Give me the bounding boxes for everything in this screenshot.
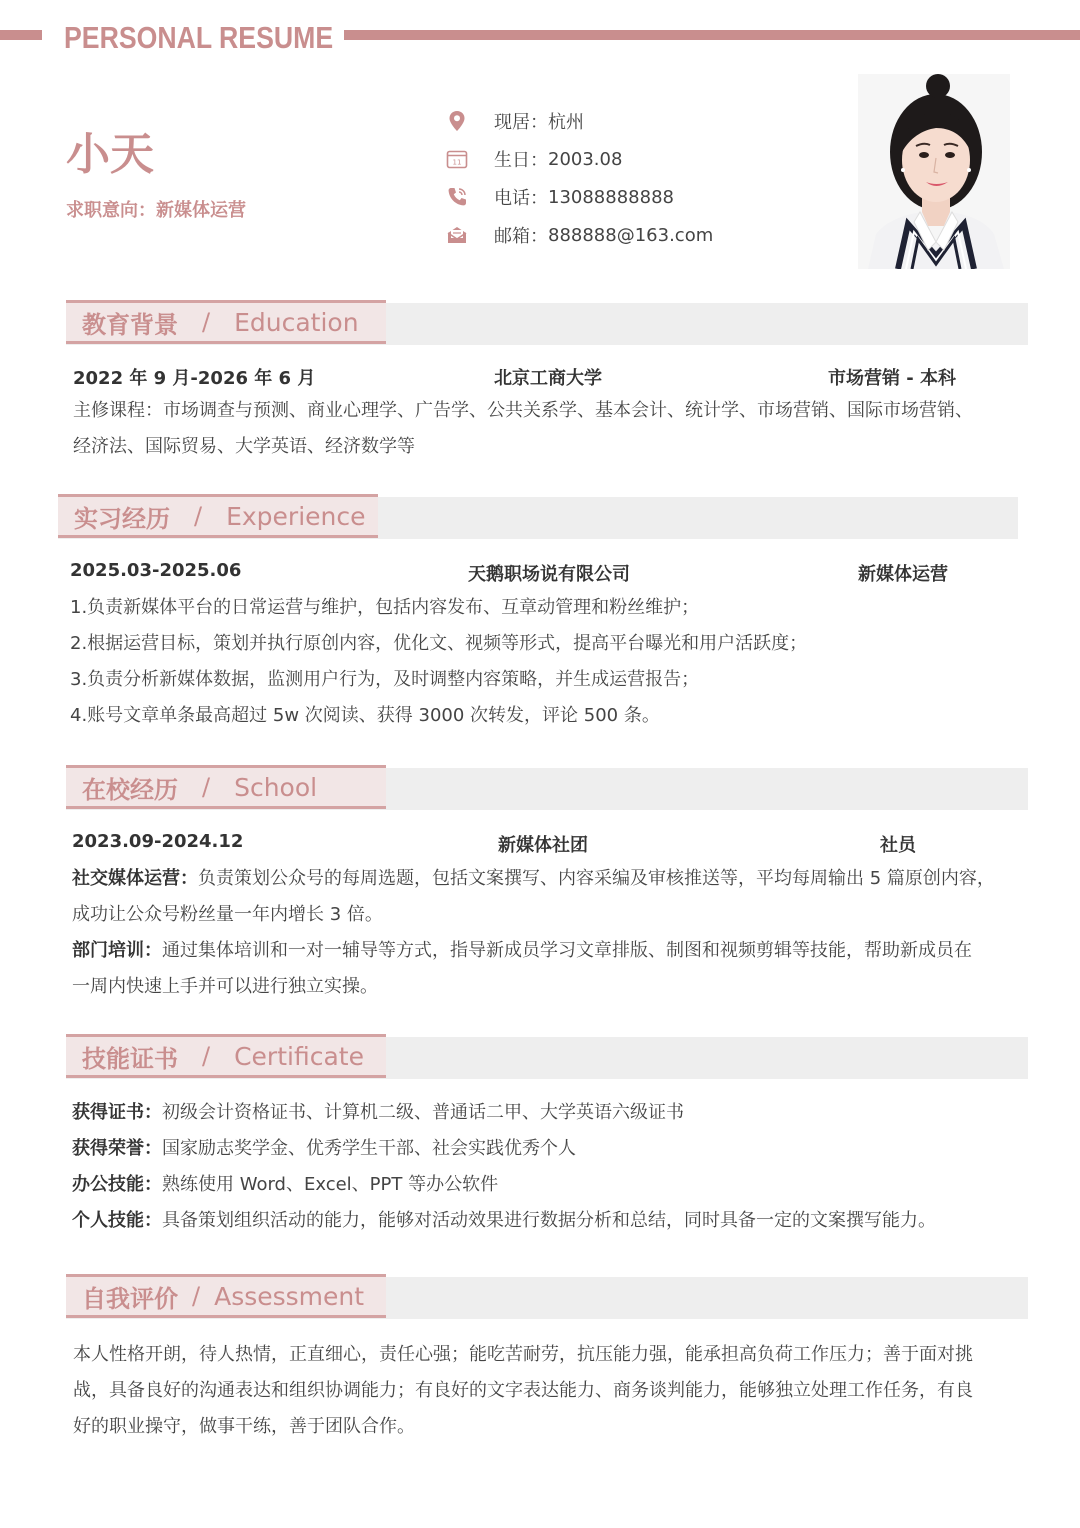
skills-item-label: 获得荣誉： xyxy=(72,1138,162,1159)
experience-title-en: Experience xyxy=(226,501,366,531)
experience-item: 1.负责新媒体平台的日常运营与维护，包括内容发布、互章动管理和粉丝维护； xyxy=(70,597,700,618)
banner-bar-right xyxy=(344,30,1080,40)
candidate-name: 小天 xyxy=(66,129,154,180)
school-para-2-label: 部门培训： xyxy=(72,940,162,961)
profile-photo xyxy=(858,74,1010,269)
school-title-slash: / xyxy=(202,773,211,801)
school-para-2-text: 通过集体培训和一对一辅导等方式，指导新成员学习文章排版、制图和视频剪辑等技能，帮助新成员在 xyxy=(162,940,972,961)
education-school: 北京工商大学 xyxy=(494,368,602,389)
school-para-1-line-2: 成功让公众号粉丝量一年内增长 3 倍。 xyxy=(72,904,383,925)
assessment-line-1: 本人性格开朗，待人热情，正直细心，责任心强；能吃苦耐劳，抗压能力强，能承担高负荷工作压力；善于面对挑 xyxy=(73,1344,973,1365)
info-birthday-value: 2003.08 xyxy=(548,148,623,170)
experience-title-zh: 实习经历 xyxy=(74,504,170,533)
info-birthday xyxy=(446,146,622,172)
location-pin-icon xyxy=(446,110,468,132)
school-para-1-text: 负责策划公众号的每周选题，包括文案撰写、内容采编及审核推送等，平均每周输出 5 篇原创内容， xyxy=(198,868,995,889)
skills-title-en: Certificate xyxy=(234,1041,364,1071)
skills-title-slash: / xyxy=(202,1042,211,1070)
education-period: 2022 年 9 月-2026 年 6 月 xyxy=(73,368,316,389)
school-org: 新媒体社团 xyxy=(498,835,588,856)
education-courses-line-1: 主修课程：市场调查与预测、商业心理学、广告学、公共关系学、基本会计、统计学、市场营销、国际市场营销、 xyxy=(73,400,973,421)
experience-title-slash: / xyxy=(194,502,203,530)
experience-item: 2.根据运营目标，策划并执行原创内容，优化文、视频等形式，提高平台曝光和用户活跃度； xyxy=(70,633,808,654)
education-header xyxy=(66,300,386,344)
svg-text:11: 11 xyxy=(452,158,462,167)
assessment-line-3: 好的职业操守，做事干练，善于团队合作。 xyxy=(73,1416,415,1437)
education-title-slash: / xyxy=(202,308,211,336)
info-email-value: 888888@163.com xyxy=(548,224,714,246)
phone-icon xyxy=(446,186,468,208)
assessment-line-2: 战，具备良好的沟通表达和组织协调能力；有良好的文字表达能力、商务谈判能力，能够独立处理工作任务，有良 xyxy=(73,1380,973,1401)
info-phone xyxy=(446,184,674,210)
info-email-label: 邮箱： xyxy=(494,226,548,247)
calendar-icon xyxy=(446,148,468,170)
skills-item-label: 办公技能： xyxy=(72,1174,162,1195)
skills-item xyxy=(72,1167,498,1203)
assessment-title-slash: / xyxy=(192,1282,201,1310)
school-para-2-line-1 xyxy=(72,933,972,969)
education-courses-line-2: 经济法、国际贸易、大学英语、经济数学等 xyxy=(73,436,415,457)
school-period: 2023.09-2024.12 xyxy=(72,831,244,852)
info-email xyxy=(446,222,713,248)
skills-item xyxy=(72,1131,576,1167)
school-header xyxy=(66,765,386,809)
experience-role: 新媒体运营 xyxy=(858,564,948,585)
skills-item-text: 初级会计资格证书、计算机二级、普通话二甲、大学英语六级证书 xyxy=(162,1102,684,1123)
education-major: 市场营销 - 本科 xyxy=(828,368,957,389)
skills-header xyxy=(66,1034,386,1078)
experience-item: 4.账号文章单条最高超过 5w 次阅读、获得 3000 次转发，评论 500 条。 xyxy=(70,705,660,726)
skills-item xyxy=(72,1203,936,1239)
skills-item xyxy=(72,1095,684,1131)
info-location xyxy=(446,108,584,134)
skills-item-label: 个人技能： xyxy=(72,1210,162,1231)
assessment-title-zh: 自我评价 xyxy=(82,1284,178,1313)
skills-title-zh: 技能证书 xyxy=(82,1044,178,1073)
school-para-1-label: 社交媒体运营： xyxy=(72,868,198,889)
experience-period: 2025.03-2025.06 xyxy=(70,560,242,581)
experience-header xyxy=(58,494,378,538)
skills-item-text: 熟练使用 Word、Excel、PPT 等办公软件 xyxy=(162,1174,499,1195)
banner-bar-left xyxy=(0,30,42,40)
assessment-title-en: Assessment xyxy=(214,1281,365,1311)
info-phone-label: 电话： xyxy=(494,188,548,209)
school-title-zh: 在校经历 xyxy=(82,775,178,804)
school-title-en: School xyxy=(234,772,318,802)
school-role: 社员 xyxy=(880,835,916,856)
assessment-header xyxy=(66,1274,386,1318)
education-title-zh: 教育背景 xyxy=(82,310,178,339)
school-para-1-line-1 xyxy=(72,861,995,897)
skills-item-text: 具备策划组织活动的能力，能够对活动效果进行数据分析和总结，同时具备一定的文案撰写能力。 xyxy=(162,1210,936,1231)
education-title-en: Education xyxy=(234,307,359,337)
skills-item-text: 国家励志奖学金、优秀学生干部、社会实践优秀个人 xyxy=(162,1138,576,1159)
info-location-label: 现居： xyxy=(494,112,548,133)
mail-icon xyxy=(446,224,468,246)
info-location-value: 杭州 xyxy=(548,112,584,133)
experience-company: 天鹅职场说有限公司 xyxy=(468,564,630,585)
experience-item: 3.负责分析新媒体数据，监测用户行为，及时调整内容策略，并生成运营报告； xyxy=(70,669,700,690)
info-phone-value: 13088888888 xyxy=(548,186,674,208)
job-intention: 求职意向：新媒体运营 xyxy=(66,200,246,221)
banner-title: PERSONAL RESUME xyxy=(64,20,334,55)
info-birthday-label: 生日： xyxy=(494,150,548,171)
school-para-2-line-2: 一周内快速上手并可以进行独立实操。 xyxy=(72,976,378,997)
skills-item-label: 获得证书： xyxy=(72,1102,162,1123)
